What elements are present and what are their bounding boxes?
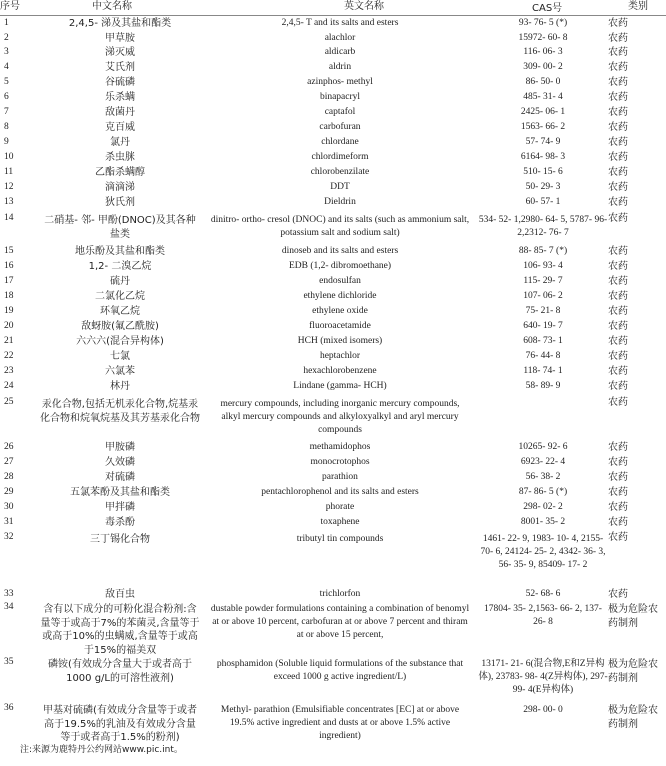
row-category: 农药: [608, 351, 628, 362]
row-no: 4: [4, 62, 9, 72]
row-en-name: endosulfan: [319, 276, 361, 286]
row-category: 农药: [608, 261, 628, 272]
row-no: 11: [4, 167, 14, 177]
row-zh-name: 敌百虫: [105, 589, 135, 600]
row-en-name: 2,4,5- T and its salts and esters: [281, 18, 399, 28]
footnote: 注:来源为鹿特丹公约网站www.pic.int。: [20, 745, 183, 755]
row-zh-name: 甲拌磷: [105, 502, 135, 513]
row-zh-name: 敌蚜胺(氟乙酰胺): [81, 321, 159, 332]
row-no: 9: [4, 137, 9, 147]
row-zh-name: 汞化合物,包括无机汞化合物,烷基汞化合物和烷氧烷基及其芳基汞化合物: [40, 399, 200, 424]
row-category: 农药: [608, 291, 628, 302]
row-cas: 298- 00- 0: [523, 705, 563, 715]
row-cas: 10265- 92- 6: [518, 442, 568, 452]
row-cas: 17804- 35- 2,1563- 66- 2, 137- 26- 8: [484, 604, 602, 627]
row-category: 农药: [608, 77, 628, 88]
row-category: 农药: [608, 246, 628, 257]
row-zh-name: 杀虫脒: [105, 152, 135, 163]
row-no: 32: [4, 532, 14, 542]
row-zh-name: 二氯化乙烷: [95, 291, 145, 302]
row-en-name: azinphos- methyl: [307, 77, 373, 87]
row-en-name: dinoseb and its salts and esters: [281, 246, 399, 256]
row-en-name: trichlorfon: [319, 589, 361, 599]
row-category: 农药: [608, 92, 628, 103]
row-zh-name: 敌菌丹: [105, 107, 135, 118]
row-no: 17: [4, 276, 14, 286]
row-no: 26: [4, 442, 14, 452]
row-cas: 1563- 66- 2: [520, 122, 566, 132]
row-category: 农药: [608, 442, 628, 453]
row-en-name: heptachlor: [319, 351, 361, 361]
row-no: 34: [4, 602, 14, 612]
row-zh-name: 甲草胺: [105, 33, 135, 44]
row-category: 农药: [608, 472, 628, 483]
header-zh: 中文名称: [92, 1, 132, 12]
row-category: 农药: [608, 487, 628, 498]
row-no: 28: [4, 472, 14, 482]
row-category: 农药: [608, 47, 628, 58]
row-no: 24: [4, 381, 14, 391]
row-en-name: tributyl tin compounds: [296, 534, 384, 544]
row-no: 2: [4, 33, 9, 43]
row-cas: 76- 44- 8: [525, 351, 561, 361]
row-zh-name: 氯丹: [110, 137, 130, 148]
row-zh-name: 1,2- 二溴乙烷: [88, 261, 152, 272]
row-en-name: chlorobenzilate: [310, 167, 370, 177]
row-en-name: DDT: [330, 182, 350, 192]
row-no: 18: [4, 291, 14, 301]
row-en-name: mercury compounds, including inorganic mercury compounds, alkyl mercury compounds and alkyloxyalkyl and aryl mercury compounds: [220, 399, 460, 435]
row-category: 农药: [608, 197, 628, 208]
row-en-name: aldicarb: [324, 47, 356, 57]
row-cas: 6923- 22- 4: [520, 457, 566, 467]
row-category: 农药: [608, 381, 628, 392]
row-category: 极为危险农药制剂: [608, 659, 658, 684]
row-en-name: EDB (1,2- dibromoethane): [288, 261, 392, 271]
row-cas: 298- 02- 2: [523, 502, 563, 512]
row-category: 农药: [608, 122, 628, 133]
row-no: 36: [4, 703, 14, 713]
row-en-name: chlordane: [321, 137, 359, 147]
row-cas: 87- 86- 5 (*): [518, 487, 568, 497]
row-cas: 115- 29- 7: [523, 276, 563, 286]
row-cas: 50- 29- 3: [525, 182, 561, 192]
row-zh-name: 含有以下成分的可粉化混合粉剂:含量等于或高于7%的苯菌灵,含量等于或高于10%的虫螨威,含量等于或高于15%的福美双: [40, 604, 200, 656]
row-en-name: dustable powder formulations containing a combination of benomyl at or above 10 percent, carbofuran at or above 7 percent and thiram at or above 15 percent,: [210, 604, 470, 640]
row-no: 35: [4, 657, 14, 667]
row-category: 农药: [608, 167, 628, 178]
row-no: 7: [4, 107, 9, 117]
row-category: 农药: [608, 336, 628, 347]
row-cas: 8001- 35- 2: [520, 517, 566, 527]
row-category: 农药: [608, 276, 628, 287]
row-no: 5: [4, 77, 9, 87]
row-en-name: captafol: [324, 107, 356, 117]
row-cas: 106- 93- 4: [523, 261, 563, 271]
row-zh-name: 甲基对硫磷(有效成分含量等于或者高于19.5%的乳油及有效成分含量等于或者高于1.5%的粉剂): [43, 705, 197, 743]
row-cas: 13171- 21- 6(混合物,E和Z异构体), 23783- 98- 4(Z异构体), 297- 99- 4(E异构体): [478, 659, 608, 695]
row-cas: 58- 89- 9: [525, 381, 561, 391]
row-no: 1: [4, 18, 9, 28]
row-category: 农药: [608, 137, 628, 148]
row-en-name: dinitro- ortho- cresol (DNOC) and its salts (such as ammonium salt, potassium salt and sodium salt): [210, 215, 470, 238]
row-category: 农药: [608, 397, 628, 408]
row-en-name: toxaphene: [320, 517, 360, 527]
row-en-name: chlordimeform: [311, 152, 369, 162]
row-zh-name: 对硫磷: [105, 472, 135, 483]
row-no: 16: [4, 261, 14, 271]
row-category: 农药: [608, 62, 628, 73]
row-no: 21: [4, 336, 14, 346]
row-zh-name: 甲胺磷: [105, 442, 135, 453]
row-zh-name: 二硝基- 邻- 甲酚(DNOC)及其各种盐类: [44, 215, 196, 240]
row-category: 农药: [608, 182, 628, 193]
row-cas: 2425- 06- 1: [520, 107, 566, 117]
row-zh-name: 六氯苯: [105, 366, 135, 377]
row-cas: 534- 52- 1,2980- 64- 5, 5787- 96- 2,2312- 76- 7: [478, 215, 608, 238]
row-no: 23: [4, 366, 14, 376]
row-en-name: ethylene dichloride: [303, 291, 377, 301]
row-category: 农药: [608, 152, 628, 163]
row-category: 农药: [608, 306, 628, 317]
row-category: 农药: [608, 18, 628, 29]
header-rule: [0, 15, 666, 16]
row-category: 极为危险农药制剂: [608, 705, 658, 730]
row-cas: 15972- 60- 8: [518, 33, 568, 43]
row-en-name: fluoroacetamide: [309, 321, 371, 331]
row-cas: 608- 73- 1: [523, 336, 563, 346]
header-no: 序号: [0, 1, 20, 12]
row-cas: 88- 85- 7 (*): [518, 246, 568, 256]
row-zh-name: 毒杀酚: [105, 517, 135, 528]
row-no: 27: [4, 457, 14, 467]
row-category: 农药: [608, 457, 628, 468]
header-cat: 类别: [628, 1, 648, 12]
row-zh-name: 七氯: [110, 351, 130, 362]
row-en-name: methamidophos: [309, 442, 371, 452]
row-en-name: alachlor: [324, 33, 356, 43]
row-no: 15: [4, 246, 14, 256]
row-cas: 1461- 22- 9, 1983- 10- 4, 2155- 70- 6, 24124- 25- 2, 4342- 36- 3, 56- 35- 9, 85409- 17- 2: [480, 534, 606, 570]
row-en-name: phorate: [325, 502, 355, 512]
row-no: 20: [4, 321, 14, 331]
row-no: 8: [4, 122, 9, 132]
row-en-name: Methyl- parathion (Emulsifiable concentrates [EC] at or above 19.5% active ingredient and dusts at or above 1.5% active ingredient): [220, 705, 460, 741]
row-cas: 485- 31- 4: [523, 92, 563, 102]
row-en-name: carbofuran: [319, 122, 361, 132]
row-cas: 116- 06- 3: [523, 47, 563, 57]
row-zh-name: 环氧乙烷: [100, 306, 140, 317]
row-zh-name: 谷硫磷: [105, 77, 135, 88]
row-cas: 56- 38- 2: [525, 472, 561, 482]
row-zh-name: 滴滴涕: [105, 182, 135, 193]
header-en: 英文名称: [344, 1, 384, 12]
row-cas: 107- 06- 2: [523, 291, 563, 301]
row-en-name: aldrin: [328, 62, 352, 72]
row-en-name: monocrotophos: [310, 457, 370, 467]
row-cas: 640- 19- 7: [523, 321, 563, 331]
row-category: 农药: [608, 502, 628, 513]
row-category: 极为危险农药制剂: [608, 604, 658, 629]
row-en-name: binapacryl: [319, 92, 361, 102]
row-category: 农药: [608, 366, 628, 377]
row-en-name: hexachlorobenzene: [303, 366, 377, 376]
row-no: 33: [4, 589, 14, 599]
row-zh-name: 三丁锡化合物: [90, 534, 150, 545]
row-zh-name: 涕灭威: [105, 47, 135, 58]
row-no: 12: [4, 182, 14, 192]
row-cas: 93- 76- 5 (*): [518, 18, 568, 28]
row-en-name: HCH (mixed isomers): [297, 336, 383, 346]
row-category: 农药: [608, 107, 628, 118]
row-cas: 75- 21- 8: [525, 306, 561, 316]
row-no: 3: [4, 47, 9, 57]
header-cas: CAS号: [532, 3, 563, 14]
row-cas: 60- 57- 1: [525, 197, 561, 207]
row-category: 农药: [608, 33, 628, 44]
row-en-name: Lindane (gamma- HCH): [293, 381, 387, 391]
row-cas: 309- 00- 2: [523, 62, 563, 72]
row-cas: 57- 74- 9: [525, 137, 561, 147]
row-en-name: parathion: [322, 472, 358, 482]
row-category: 农药: [608, 517, 628, 528]
row-zh-name: 乐杀螨: [105, 92, 135, 103]
row-cas: 86- 50- 0: [525, 77, 561, 87]
row-zh-name: 六六六(混合异构体): [76, 336, 164, 347]
row-cas: 510- 15- 6: [523, 167, 563, 177]
row-no: 13: [4, 197, 14, 207]
row-cas: 118- 74- 1: [523, 366, 563, 376]
row-no: 14: [4, 213, 14, 223]
row-zh-name: 2,4,5- 涕及其盐和酯类: [68, 18, 172, 29]
row-no: 22: [4, 351, 14, 361]
row-no: 6: [4, 92, 9, 102]
row-zh-name: 地乐酚及其盐和酯类: [75, 246, 165, 257]
row-no: 25: [4, 397, 14, 407]
row-no: 31: [4, 517, 14, 527]
row-en-name: phosphamidon (Soluble liquid formulations of the substance that exceed 1000 g active ingredient/L): [216, 659, 464, 682]
row-category: 农药: [608, 321, 628, 332]
row-category: 农药: [608, 532, 628, 543]
row-zh-name: 磷铵(有效成分含量大于或者高于1000 g/L的可溶性液剂): [48, 659, 192, 684]
row-zh-name: 林丹: [110, 381, 130, 392]
row-no: 19: [4, 306, 14, 316]
row-en-name: ethylene oxide: [312, 306, 368, 316]
row-cas: 6164- 98- 3: [520, 152, 566, 162]
row-no: 10: [4, 152, 14, 162]
row-zh-name: 硫丹: [110, 276, 130, 287]
row-zh-name: 狄氏剂: [105, 197, 135, 208]
row-zh-name: 五氯苯酚及其盐和酯类: [70, 487, 170, 498]
row-en-name: Dieldrin: [324, 197, 356, 207]
row-zh-name: 久效磷: [105, 457, 135, 468]
row-category: 农药: [608, 213, 628, 224]
row-zh-name: 艾氏剂: [105, 62, 135, 73]
row-no: 30: [4, 502, 14, 512]
row-cas: 52- 68- 6: [525, 589, 561, 599]
row-en-name: pentachlorophenol and its salts and esters: [261, 487, 419, 497]
row-no: 29: [4, 487, 14, 497]
row-category: 农药: [608, 589, 628, 600]
row-zh-name: 克百威: [105, 122, 135, 133]
row-zh-name: 乙酯杀螨醇: [95, 167, 145, 178]
